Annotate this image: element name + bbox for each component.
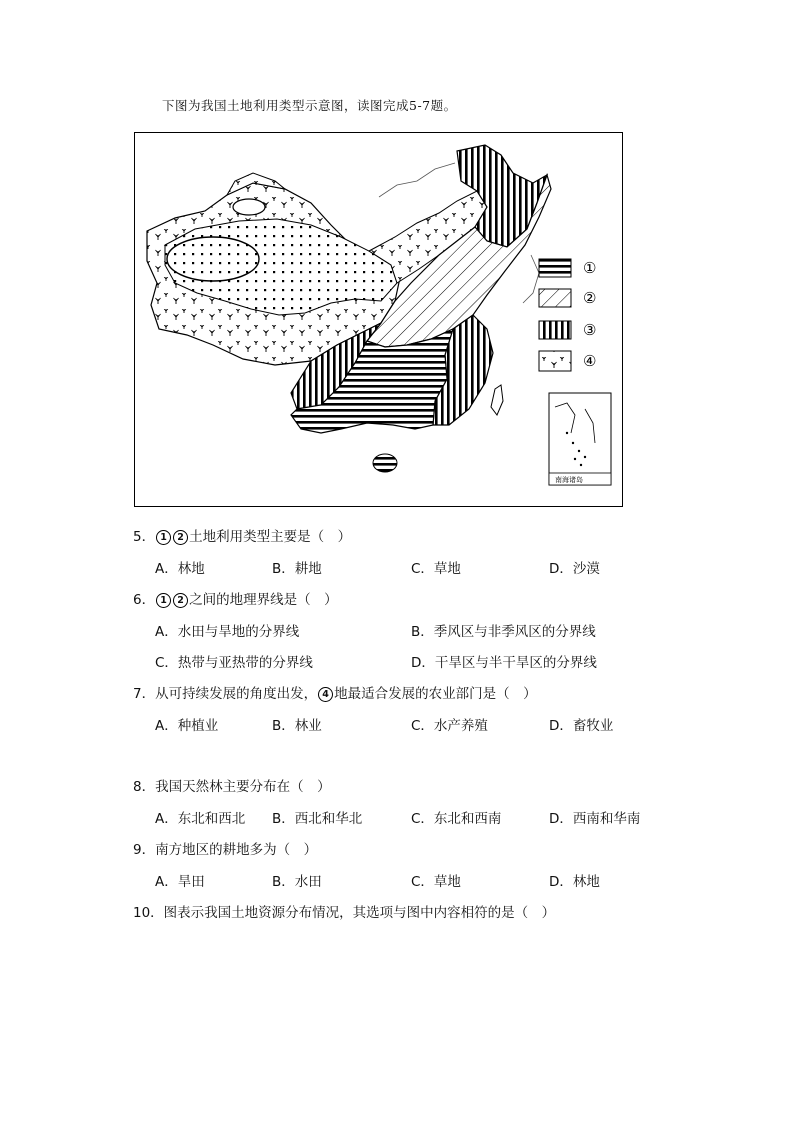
q8-option-d[interactable]: D．西南和华南 — [549, 811, 641, 827]
legend-swatch-1 — [539, 259, 571, 277]
q5-option-c[interactable]: C．草地 — [411, 561, 461, 577]
question-7-text: 地最适合发展的农业部门是（ ） — [334, 686, 537, 702]
q9-option-b[interactable]: B．水田 — [272, 874, 322, 890]
question-7-stem — [133, 682, 537, 702]
circled-mark-2: 2 — [173, 593, 188, 608]
circled-mark-1: 1 — [156, 530, 171, 545]
inset-label: 南海诸岛 — [555, 476, 583, 484]
map-legend — [539, 259, 596, 371]
q6-option-a[interactable]: A．水田与旱地的分界线 — [155, 624, 300, 640]
circled-mark-1: 1 — [156, 593, 171, 608]
intro-text: 下图为我国土地利用类型示意图，读图完成5-7题。 — [162, 98, 457, 113]
question-5-stem — [133, 525, 351, 545]
q7-option-b[interactable]: B．林业 — [272, 718, 322, 734]
legend-swatch-3 — [539, 321, 571, 339]
question-5-text: 土地利用类型主要是（ ） — [189, 529, 352, 545]
q5-option-d[interactable]: D．沙漠 — [549, 561, 600, 577]
legend-swatch-4 — [539, 351, 571, 371]
q8-option-b[interactable]: B．西北和华北 — [272, 811, 363, 827]
q8-option-a[interactable]: A．东北和西北 — [155, 811, 246, 827]
q9-option-d[interactable]: D．林地 — [549, 874, 600, 890]
q8-option-c[interactable]: C．东北和西南 — [411, 811, 502, 827]
q6-option-d[interactable]: D．干旱区与半干旱区的分界线 — [411, 655, 597, 671]
q7-option-d[interactable]: D．畜牧业 — [549, 718, 614, 734]
q9-option-a[interactable]: A．旱田 — [155, 874, 205, 890]
land-use-map — [134, 132, 623, 507]
question-5-number: 5． — [133, 529, 156, 545]
circled-mark-4: 4 — [318, 687, 333, 702]
q7-option-c[interactable]: C．水产养殖 — [411, 718, 488, 734]
q6-option-c[interactable]: C．热带与亚热带的分界线 — [155, 655, 313, 671]
legend-label-1: ① — [583, 259, 597, 277]
border-northeast-outline — [379, 163, 455, 197]
question-6-number: 6． — [133, 592, 156, 608]
island-taiwan — [491, 385, 503, 415]
question-8-stem: 8．我国天然林主要分布在（ ） — [133, 779, 331, 795]
region-junggar-oval — [233, 199, 265, 215]
china-map-figure — [135, 133, 621, 505]
question-6-text: 之间的地理界线是（ ） — [189, 592, 338, 608]
q5-option-a[interactable]: A．林地 — [155, 561, 205, 577]
south-china-sea-inset — [549, 393, 611, 485]
border-korea-outline — [523, 255, 539, 303]
circled-mark-2: 2 — [173, 530, 188, 545]
region-tarim-oval — [167, 237, 259, 281]
question-10-stem: 10．图表示我国土地资源分布情况，其选项与图中内容相符的是（ ） — [133, 905, 556, 921]
legend-label-4: ④ — [583, 352, 597, 370]
legend-label-3: ③ — [583, 321, 597, 339]
q7-option-a[interactable]: A．种植业 — [155, 718, 219, 734]
island-hainan — [373, 454, 397, 472]
legend-label-2: ② — [583, 289, 597, 307]
question-7-prefix: 7．从可持续发展的角度出发， — [133, 686, 318, 702]
legend-swatch-2 — [539, 289, 571, 307]
question-6-stem — [133, 588, 338, 608]
q6-option-b[interactable]: B．季风区与非季风区的分界线 — [411, 624, 596, 640]
question-9-stem: 9．南方地区的耕地多为（ ） — [133, 842, 318, 858]
q5-option-b[interactable]: B．耕地 — [272, 561, 322, 577]
q9-option-c[interactable]: C．草地 — [411, 874, 461, 890]
